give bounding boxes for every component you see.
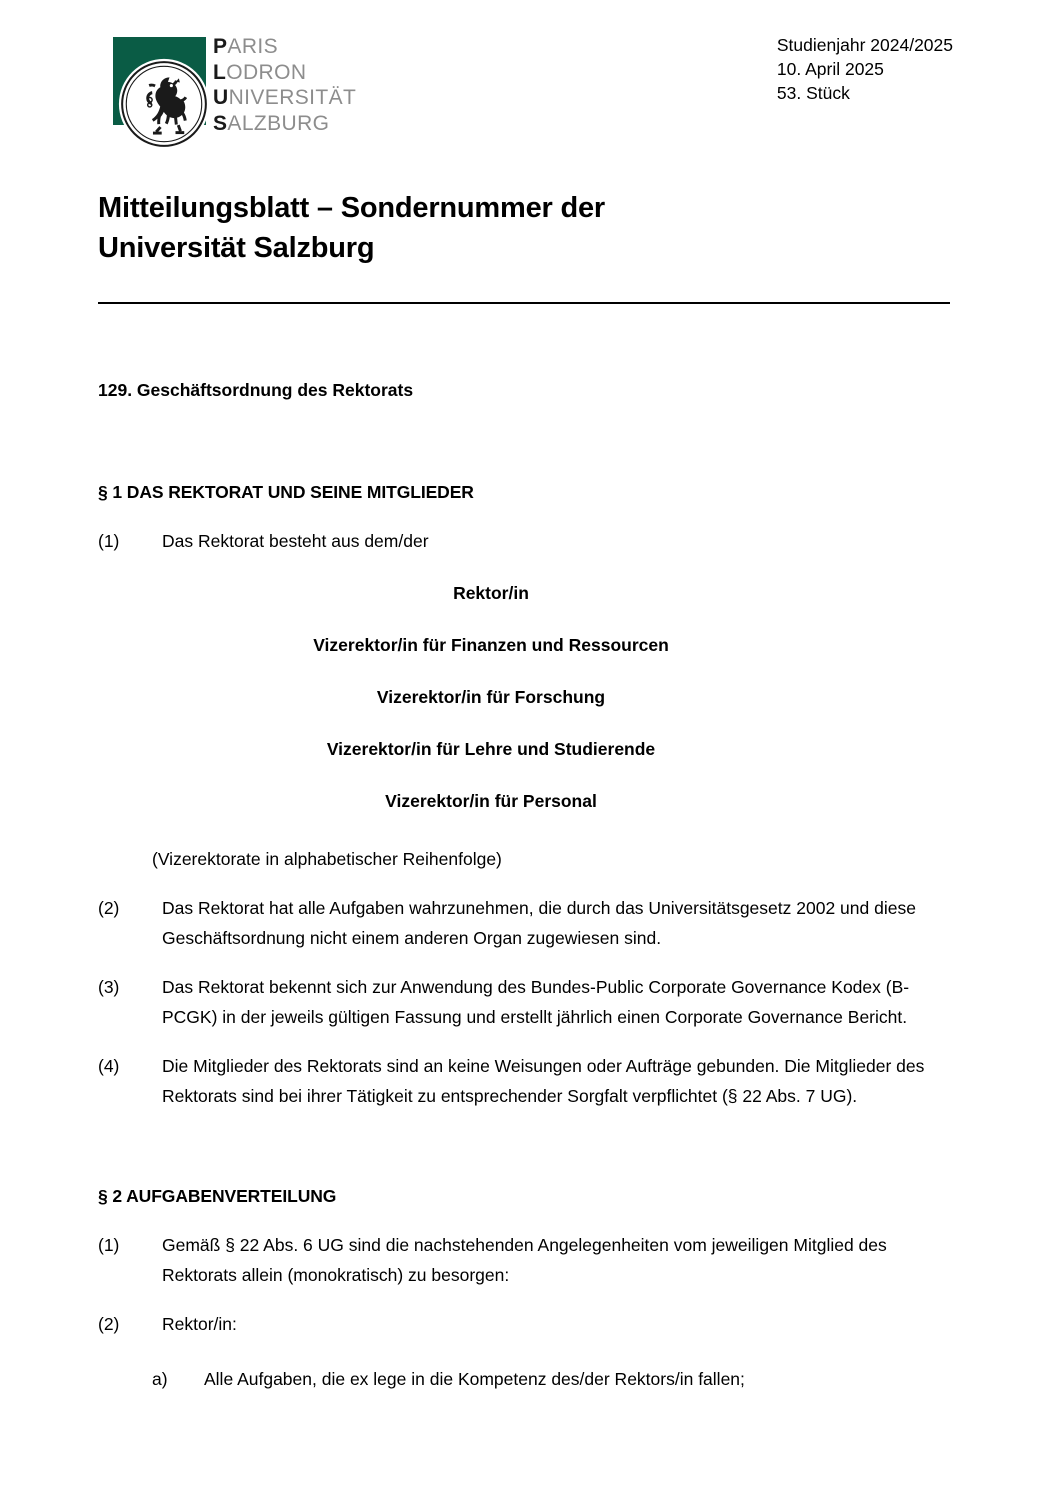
member-rektor: Rektor/in [453, 583, 529, 603]
section-heading-2: § 2 AUFGABENVERTEILUNG [98, 1186, 337, 1206]
paragraph-text: Die Mitglieder des Rektorats sind an keine Weisungen oder Aufträge gebunden. Die Mitglieder des Rektorats sind bei ihrer Tätigkeit zu entsprechender Sorgfalt verpflichtet (§ 22 Abs. 7 UG). [162, 1056, 925, 1106]
member-vizerektor-personal: Vizerektor/in für Personal [385, 791, 597, 811]
page-title-line-2: Universität Salzburg [98, 232, 375, 264]
title-divider [98, 302, 950, 304]
paragraph-text: Das Rektorat besteht aus dem/der [162, 531, 429, 551]
logo-rest-universitaet: NIVERSITÄT [228, 86, 357, 109]
paragraph-marker: (1) [98, 531, 120, 551]
paragraph-text: Rektor/in: [162, 1314, 237, 1334]
paragraph-marker: (2) [98, 1314, 120, 1334]
page-title [98, 188, 958, 268]
logo-mark [96, 22, 208, 132]
subitem-text: Alle Aufgaben, die ex lege in die Kompetenz des/der Rektors/in fallen; [204, 1369, 745, 1389]
member-vizerektor-forschung: Vizerektor/in für Forschung [376, 687, 606, 707]
page-title-line-1: Mitteilungsblatt – Sondernummer der [98, 192, 605, 224]
paragraph-text: Gemäß § 22 Abs. 6 UG sind die nachstehenden Angelegenheiten vom jeweiligen Mitglied des Rektorats allein (monokratisch) zu besorgen: [162, 1235, 887, 1285]
document-body [98, 360, 962, 1394]
paragraph-s1-3 [98, 972, 962, 1032]
paragraph-marker: (4) [98, 1056, 120, 1076]
logo-line-lodron [213, 60, 356, 86]
paragraph-s2-2 [98, 1309, 962, 1339]
subitem-s2-2-a [98, 1364, 962, 1394]
paragraph-s1-2 [98, 893, 962, 953]
page-header [0, 0, 1058, 170]
paragraph-marker: (1) [98, 1235, 120, 1255]
logo-rest-lodron: ODRON [226, 60, 307, 84]
logo-rest-paris: ARIS [227, 35, 279, 58]
paragraph-s2-1 [98, 1230, 962, 1290]
issue-date: 10. April 2025 [776, 59, 884, 79]
members-note: (Vizerektorate in alphabetischer Reihenfolge) [152, 849, 502, 869]
section-heading-1: § 1 DAS REKTORAT UND SEINE MITGLIEDER [98, 482, 474, 502]
logo-wordmark [213, 34, 356, 136]
logo-line-paris [213, 34, 356, 60]
issue-info [777, 33, 953, 105]
logo-cap-l: L [213, 60, 227, 84]
logo-line-universitaet [213, 85, 356, 111]
lion-crest-seal-icon [118, 58, 210, 150]
logo-rest-salzburg: ALZBURG [227, 111, 330, 135]
academic-year: Studienjahr 2024/2025 [776, 35, 953, 55]
member-vizerektor-finanzen: Vizerektor/in für Finanzen und Ressourcen [313, 635, 669, 655]
paragraph-text: Das Rektorat bekennt sich zur Anwendung des Bundes-Public Corporate Governance Kodex (B-PCGK) in der jeweils gültigen Fassung und erstellt jährlich einen Corporate Governance Bericht. [162, 977, 910, 1027]
item-title: 129. Geschäftsordnung des Rektorats [98, 380, 414, 400]
paragraph-marker: (3) [98, 977, 120, 997]
member-vizerektor-lehre: Vizerektor/in für Lehre und Studierende [326, 739, 656, 759]
paragraph-marker: (2) [98, 898, 120, 918]
paragraph-s1-4 [98, 1051, 962, 1111]
logo-cap-s: S [213, 111, 228, 135]
university-logo [96, 22, 396, 167]
subitem-marker: a) [152, 1369, 168, 1389]
logo-line-salzburg [213, 111, 356, 137]
paragraph-text: Das Rektorat hat alle Aufgaben wahrzunehmen, die durch das Universitätsgesetz 2002 und diese Geschäftsordnung nicht einem anderen Organ zugewiesen sind. [162, 898, 916, 948]
issue-number: 53. Stück [776, 83, 850, 103]
logo-cap-u: U [213, 86, 229, 109]
logo-cap-p: P [213, 35, 228, 58]
paragraph-s1-1 [98, 526, 962, 556]
